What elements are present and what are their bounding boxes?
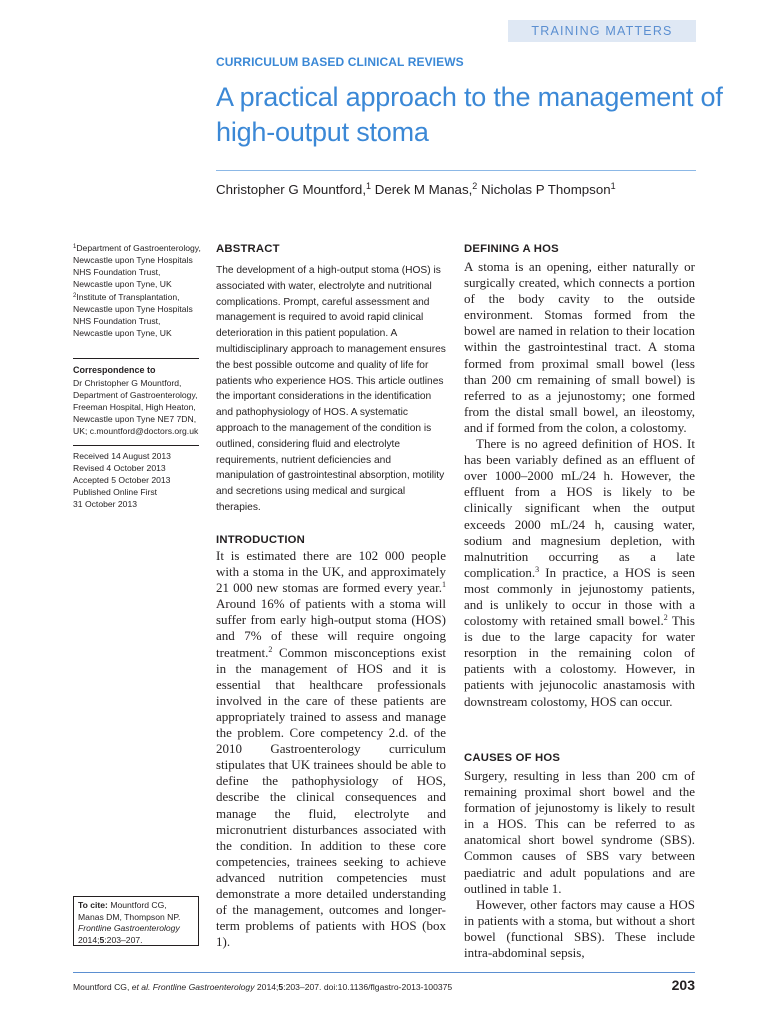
reference-sup: 2 — [268, 644, 273, 654]
cite-volume: 5 — [99, 934, 105, 945]
date-line: Revised 4 October 2013 — [73, 463, 166, 473]
cite-label: To cite: — [78, 900, 108, 910]
defining-heading: DEFINING A HOS — [464, 243, 559, 255]
author-affil-sup: 2 — [472, 181, 478, 191]
article-title: A practical approach to the management of high-output stoma — [216, 82, 723, 147]
author-name: Derek M Manas, — [374, 182, 473, 197]
abstract-heading: ABSTRACT — [216, 243, 280, 255]
correspondence-heading: Correspondence to — [73, 365, 156, 375]
date-line: 31 October 2013 — [73, 499, 138, 509]
footer-divider — [73, 972, 695, 973]
abstract-paragraph: The development of a high-output stoma (HOS) is associated with water, electrolyte and nutritional complications. Prompt, careful assessment and management is required to avoid rapid clinical deterioration in this patient population. A multidisciplinary approach to management ensures the best possible outcome and quality of life for patients who experience HOS. This article outlines the important considerations in the identification and pathophysiology of HOS. A systematic approach to the management of the condition is outlined, considering fluid and electrolyte requirements, nutrient deficiencies and manipulation of gastrointestinal absorption, motility and secretions using medical and surgical therapies. — [216, 265, 446, 513]
body-paragraph: A stoma is an opening, either naturally or surgically created, which connects a portion of the body cavity to the outside environment. Stomas formed from the bowel are named in relation to their location within the gastrointestinal tract. A stoma formed from proximal small bowel (less than 200 cm remaining of small bowel) is referred to as a jejunostomy; one formed from the distal small bowel, an ileostomy, and if formed from the colon, a colostomy. — [464, 259, 695, 435]
causes-heading: CAUSES OF HOS — [464, 752, 561, 764]
reference-sup: 1 — [442, 580, 446, 590]
affiliation: $^2$Institute of Transplantation, Newcastle upon Tyne Hospitals NHS Foundation Trust, Newcastle upon Tyne, UK — [73, 292, 193, 338]
section-tag: TRAINING MATTERS — [508, 20, 696, 42]
correspondence-text: Dr Christopher G Mountford, Department of Gastroenterology, Freeman Hospital, High Heaton, Newcastle upon Tyne NE7 7DN, UK; c.mountford@doctors.org.uk — [73, 378, 199, 436]
reference-sup: 3 — [535, 564, 540, 574]
footer-citation: Mountford CG, et al. Frontline Gastroenterology 2014;5:203–207. doi:10.1136/flgastro-2013-100375 — [73, 982, 453, 992]
cite-year: 2014; — [78, 934, 100, 945]
body-paragraph: It is estimated there are 102 000 people with a stoma in the UK, and approximately 21 000 new stomas are formed every year.$^1$ Around 16% of patients with a stoma will suffer from early high-output stoma (HOS) and 7% of these will require ongoing treatment.$^2$ Common misconceptions exist in the management of HOS and it is essential that healthcare professionals involved in the care of these patients are appropriately trained to assess and manage the problem. Core competency 2.d. of the 2010 Gastroenterology curriculum stipulates that UK trainees should be able to define the pathophysiology of HOS, describe the clinical consequences and manage the fluid, electrolyte and micronutrient disturbances associated with the condition. In addition to these core competencies, trainees seeking to achieve advanced nutrition competencies must demonstrate a more detailed understanding of the management, outcomes and longer-term problems of patients with HOS (box 1). — [216, 548, 446, 950]
defining-text — [464, 259, 695, 710]
author-affil-sup: 1 — [366, 181, 372, 191]
reference-sup: 2 — [663, 613, 668, 623]
page-number: 203 — [671, 977, 695, 993]
title-divider — [216, 170, 696, 171]
body-paragraph: There is no agreed definition of HOS. It has been variably defined as an effluent of over 1000–2000 mL/24 h. However, the effluent from a HOS is likely to be clinically significant when the output exceeds 2000 mL/24 h, causing water, sodium and magnesium depletion, with malnutrition occurring as a late complication.$^3$ In practice, a HOS is seen most commonly in jejunostomy patients, and is unlikely to occur in those with a colostomy with retained small bowel.$^2$ This is due to the large capacity for water resorption in the remaining colon of patients with a colostomy. However, in patients with jejunocolic anastamosis with downstream colostomy, HOS can occur. — [464, 436, 695, 709]
cite-journal: Frontline Gastroenterology — [78, 923, 180, 933]
author-name: Nicholas P Thompson — [481, 182, 611, 197]
cite-authors: Mountford CG, Manas DM, Thompson NP. — [78, 900, 181, 922]
correspondence — [73, 364, 201, 437]
introduction-text — [216, 548, 446, 950]
introduction-heading: INTRODUCTION — [216, 534, 306, 546]
date-line: Published Online First — [73, 487, 158, 497]
affiliation: $^1$Department of Gastroenterology, Newcastle upon Tyne Hospitals NHS Foundation Trust, Newcastle upon Tyne, UK — [73, 243, 201, 289]
citation-box — [73, 896, 199, 946]
author-affil-sup: 1 — [610, 181, 616, 191]
article-dates — [73, 450, 201, 510]
date-line: Accepted 5 October 2013 — [73, 475, 171, 485]
date-line: Received 14 August 2013 — [73, 451, 171, 461]
affiliations — [73, 241, 201, 339]
cite-pages: :203–207. — [104, 934, 143, 945]
divider — [73, 358, 199, 359]
author-list — [216, 181, 716, 197]
series-label: CURRICULUM BASED CLINICAL REVIEWS — [216, 55, 464, 69]
body-paragraph: However, other factors may cause a HOS in patients with a stoma, but without a short bowel (functional SBS). These include intra-abdominal sepsis, — [464, 896, 695, 961]
abstract-text — [216, 263, 450, 516]
author-name: Christopher G Mountford, — [216, 182, 367, 197]
causes-text — [464, 768, 695, 961]
divider — [73, 445, 199, 446]
body-paragraph: Surgery, resulting in less than 200 cm of remaining proximal short bowel and the formation of jejunostomy is likely to result in a HOS. This can be referred to as anatomical short bowel syndrome (SBS). Common causes of SBS vary between paediatric and adult populations and are outlined in table 1. — [464, 768, 695, 896]
